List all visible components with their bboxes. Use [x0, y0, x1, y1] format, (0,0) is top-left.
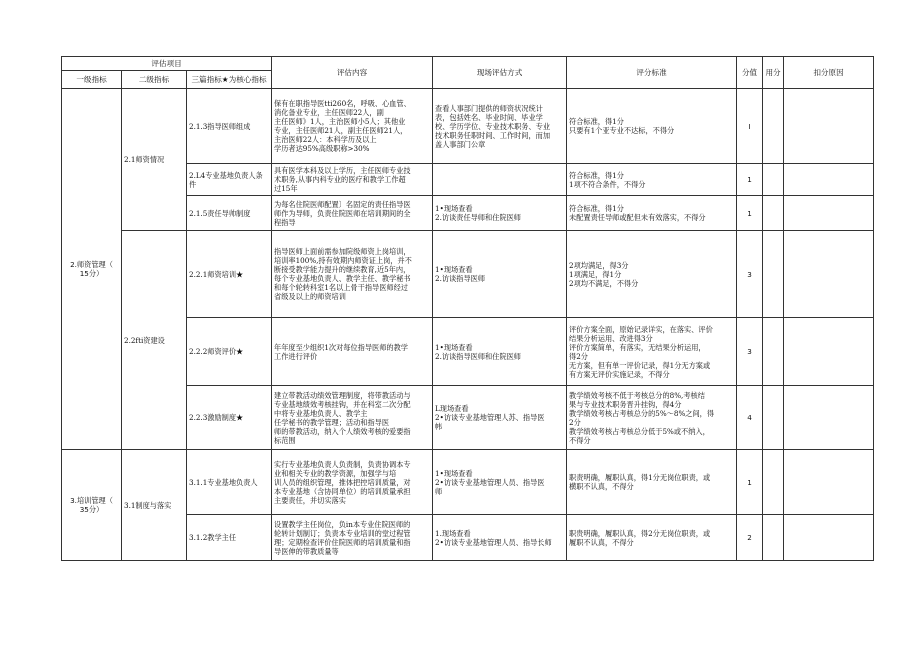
level3-cell: 2.1.5责任导帅制度 [187, 196, 272, 231]
score-cell: 1 [737, 450, 763, 515]
level3-cell: 2.2.1师资培训★ [187, 231, 272, 318]
content-cell: 建立带教活动绩效管理制度，将带教活动与 专业基地绩效考核挂钩，并在科室二次分配 中将专业基地负责人、教学主 任学秘书的教学管理；活动和指导医 师的带教活动，纳入个人绩效考核的爱要指 标范围 [272, 386, 433, 450]
level2-cell: 2.2fti资建设 [122, 231, 187, 450]
header-level2: 二级指标 [122, 71, 187, 89]
used-cell [763, 89, 784, 164]
header-score: 分值 [737, 57, 763, 89]
level1-cell: 3.培训管理（ 35分） [62, 450, 122, 561]
deduct-cell [784, 164, 874, 196]
header-level1: 一级指标 [62, 71, 122, 89]
criteria-cell: 符合标准，得1分 只要有1个亚专业不达标，不得分 [567, 89, 737, 164]
content-cell: 为每名住院医师配置〕名固定的责任指导医 师作为导师，负责住院医师在培训期间的全 程指导 [272, 196, 433, 231]
table-row [62, 89, 874, 164]
header-level3: 三篇指标★为核心指标 [187, 71, 272, 89]
deduct-cell [784, 196, 874, 231]
level2-cell: 3.1制度与落实 [122, 450, 187, 561]
used-cell [763, 231, 784, 318]
table-row [62, 231, 874, 318]
method-cell: 1•现场查看 2.访谈指导医师和住院医师 [433, 318, 567, 386]
level3-cell: 3.1.1专业基地负责人 [187, 450, 272, 515]
score-cell: 3 [737, 231, 763, 318]
level3-cell: 2.1.3指导医师组成 [187, 89, 272, 164]
level3-cell: 2.2.2师资评价★ [187, 318, 272, 386]
header-eval-item: 评估项目 [62, 57, 272, 71]
criteria-cell: 符合标准，得1分 1项不符合条件，不得分 [567, 164, 737, 196]
deduct-cell [784, 450, 874, 515]
deduct-cell [784, 386, 874, 450]
header-criteria: 评分标准 [567, 57, 737, 89]
score-cell: 1 [737, 164, 763, 196]
content-cell: 年年度至少组织1次对每位指导医师的教学 工作进行评价 [272, 318, 433, 386]
score-cell: 3 [737, 318, 763, 386]
score-cell: 2 [737, 515, 763, 561]
content-cell: 保有在职指导医tti260名，呼吸、心血管、 消化备业专业，主任医师22人，副 主任医师》1人，主治医师小5人；其他业 专业，主任医师21人，副主任医师21人， 主治医师22人：本科学历及以上 学历者达95%高级职称>30% [272, 89, 433, 164]
deduct-cell [784, 515, 874, 561]
header-method: 现场评估方式 [433, 57, 567, 89]
method-cell: 1•现场查看 2.访谈责任导师和住院医师 [433, 196, 567, 231]
criteria-cell: 2项均满足，得3分 1项满足，得1分 2项均不满足，不得分 [567, 231, 737, 318]
criteria-cell: 评价方案全面，原始记录详实，在落实、评价 结果分析运用、改进得3分 评价方案简单，有落实，无结果分析运用， 得2分 无方案，但有单一评价记录，得1分无方案或 有方案无评价实施记录，不得分 [567, 318, 737, 386]
method-cell: 查看人事部门提供的师资状况统计 表，包括姓名、毕业时间、毕业学 校、学历学位、专业技术职务、专业 技术职务任职时间、工作时间，而加 盖人事部门公章 [433, 89, 567, 164]
content-cell: 实行专业基地负责人负责制，负责协调本专 业和相关专业的教学资源，加强学与培 训人员的组织管理，推体把控培训质量，对 本专业基地（含协同单位）的培训质量承担 主要责任，并切实落实 [272, 450, 433, 515]
table-row [62, 450, 874, 515]
criteria-cell: 职责明确，履职认真，得1分无岗位职责，或 横职不认真，不得分 [567, 450, 737, 515]
used-cell [763, 515, 784, 561]
used-cell [763, 386, 784, 450]
level3-cell: 3.1.2教学主任 [187, 515, 272, 561]
level3-cell: 2.L4专业基地负责人条件 [187, 164, 272, 196]
score-cell: 1 [737, 196, 763, 231]
score-cell: 4 [737, 386, 763, 450]
used-cell [763, 450, 784, 515]
score-cell: I [737, 89, 763, 164]
used-cell [763, 164, 784, 196]
deduct-cell [784, 231, 874, 318]
used-cell [763, 318, 784, 386]
method-cell [433, 164, 567, 196]
method-cell: 1.现场查看 2•访谈专业基地管理人员、指导长师 [433, 515, 567, 561]
criteria-cell: 职贵明确，履职认真，得2分无岗位职责，或 履职不认真，不得分 [567, 515, 737, 561]
method-cell: L现场查看 2•访谈专业基地管理人苏、指导医 帏 [433, 386, 567, 450]
evaluation-table [61, 56, 874, 561]
header-content: 评估内容 [272, 57, 433, 89]
level1-cell: 2.师资管理（ 15分） [62, 89, 122, 450]
criteria-cell: 教学绩效考核不低于考核总分的8%,考核结 果与专业技术职务晋升挂钩，得4分 教学绩效考核占考核总分的5%〜8%之间，得 2分 教学绩效考核占考核总分低于5%或不纳入， 不得分 [567, 386, 737, 450]
header-used: 用分 [763, 57, 784, 89]
criteria-cell: 符合标准，得1分 未配置责任导师或配但未有效落实，不得分 [567, 196, 737, 231]
header-deduct: 扣分原因 [784, 57, 874, 89]
content-cell: 设置教学主任岗位，负in本专业住院医师的 轮转计划制订；负责本专业培训的堂过程管 理；定期检查评价住院医师的培训质量和指 导医伸的带教质量等 [272, 515, 433, 561]
method-cell: 1•现场查看 2•访谈专业基地管理人员、指导医 师 [433, 450, 567, 515]
level2-cell: 2.1师资情况 [122, 89, 187, 231]
deduct-cell [784, 89, 874, 164]
level3-cell: 2.2.3激励制度★ [187, 386, 272, 450]
used-cell [763, 196, 784, 231]
content-cell: 具有医学本科及以上学历，主任医师专业技 术职务,从事内科专业的医疗和教学工作超 过15年 [272, 164, 433, 196]
content-cell: 指导医师上面前需参加院级师资上岗培训， 培训率100%,持有效期内师资证上岗，并不 断接受教学能力提升的继续教育,近5年内， 每个专业基地负责人、教学主任、教学秘书 和每个轮转科室1名以上骨干指导医师经过 省级及以上的师资培训 [272, 231, 433, 318]
method-cell: 1•现场查看 2.访谈指导医师 [433, 231, 567, 318]
deduct-cell [784, 318, 874, 386]
